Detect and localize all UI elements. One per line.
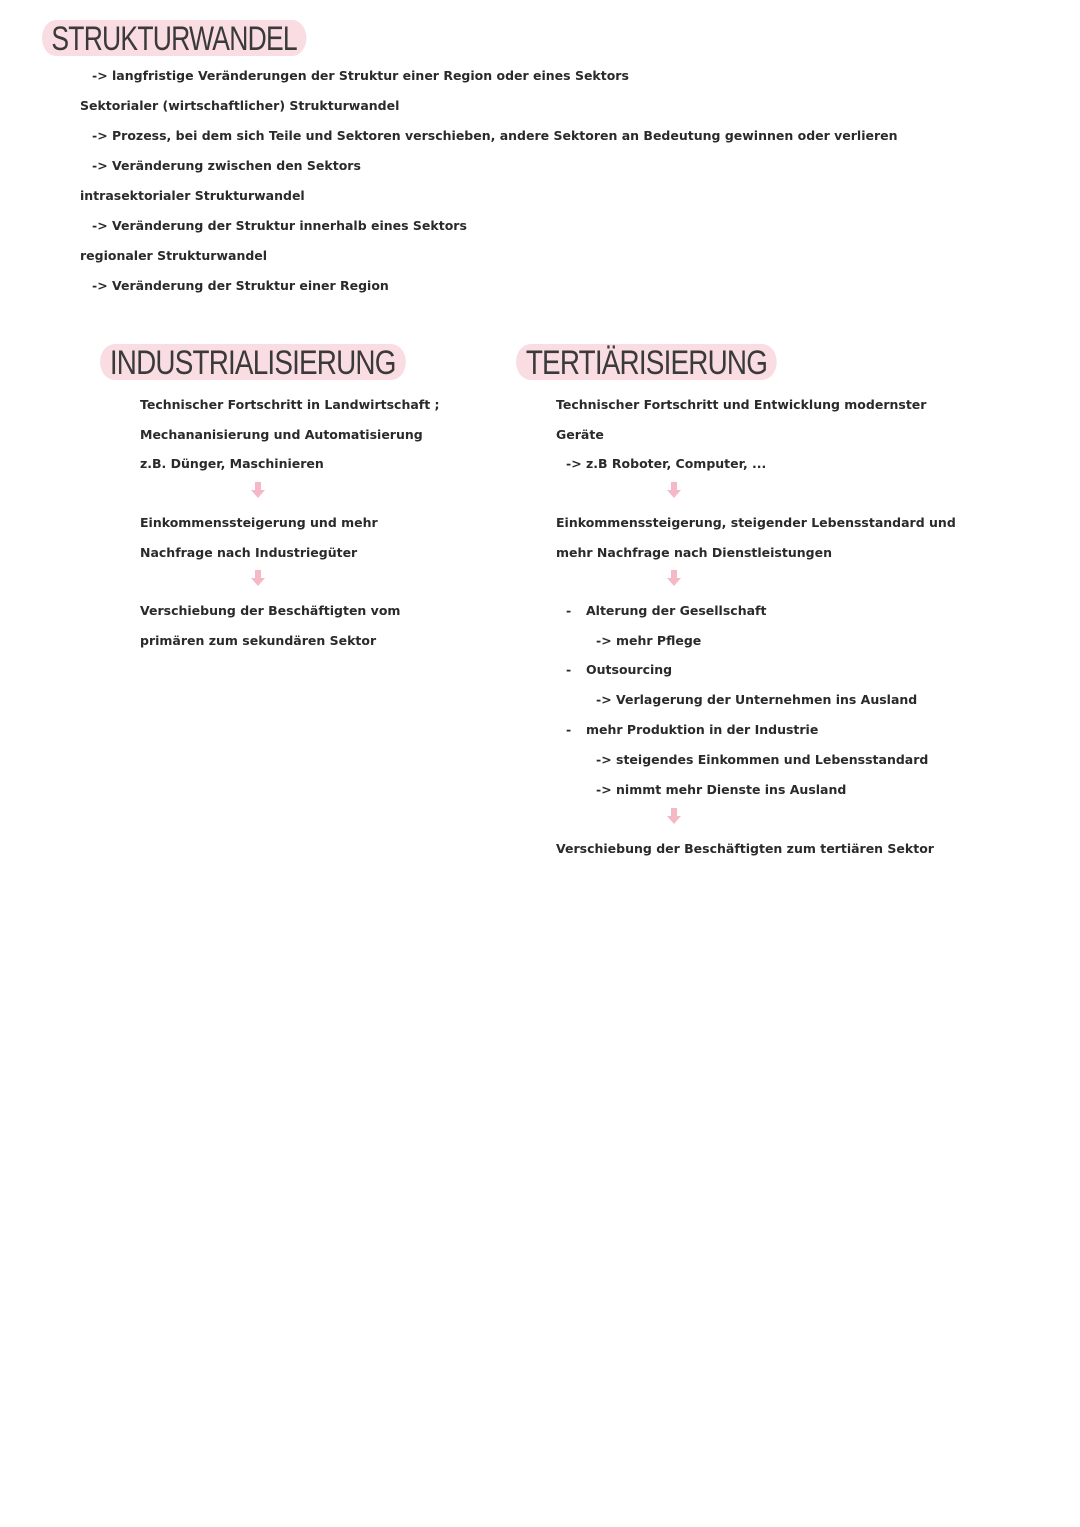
text-line: primären zum sekundären Sektor bbox=[140, 633, 377, 648]
intro-heading: Sektorialer (wirtschaftlicher) Strukturwandel bbox=[80, 98, 400, 113]
text-line: mehr Nachfrage nach Dienstleistungen bbox=[556, 545, 832, 560]
section-title-industrialisierung: INDUSTRIALISIERUNG bbox=[100, 344, 405, 380]
down-arrow-icon bbox=[667, 482, 681, 498]
list-item: Outsourcing bbox=[586, 662, 673, 677]
intro-line: -> langfristige Veränderungen der Struktur einer Region oder eines Sektors bbox=[92, 68, 629, 83]
page-title: STRUKTURWANDEL bbox=[42, 20, 306, 56]
intro-line: -> Veränderung der Struktur innerhalb eines Sektors bbox=[92, 218, 467, 233]
list-subitem: -> mehr Pflege bbox=[596, 633, 702, 648]
text-line: Nachfrage nach Industriegüter bbox=[140, 545, 358, 560]
text-line: Geräte bbox=[556, 427, 604, 442]
text-line: -> z.B Roboter, Computer, ... bbox=[566, 456, 767, 471]
text-line: Einkommenssteigerung und mehr bbox=[140, 515, 378, 530]
tertiaerisierung-title-wrap bbox=[516, 344, 834, 380]
intro-line: -> Prozess, bei dem sich Teile und Sektoren verschieben, andere Sektoren an Bedeutung gewinnen oder verlieren bbox=[92, 128, 898, 143]
text-line: Verschiebung der Beschäftigten vom bbox=[140, 603, 401, 618]
bullet-dash: - bbox=[566, 603, 572, 618]
bullet-dash: - bbox=[566, 722, 572, 737]
down-arrow-icon bbox=[667, 808, 681, 824]
list-item: mehr Produktion in der Industrie bbox=[586, 722, 819, 737]
bullet-dash: - bbox=[566, 662, 572, 677]
text-line: Technischer Fortschritt und Entwicklung modernster bbox=[556, 397, 927, 412]
text-line: Technischer Fortschritt in Landwirtschaft ; bbox=[140, 397, 440, 412]
list-subitem: -> steigendes Einkommen und Lebensstandard bbox=[596, 752, 929, 767]
main-title-wrap bbox=[42, 20, 381, 56]
text-line: Mechananisierung und Automatisierung bbox=[140, 427, 423, 442]
intro-line: -> Veränderung der Struktur einer Region bbox=[92, 278, 389, 293]
list-item: Alterung der Gesellschaft bbox=[586, 603, 767, 618]
list-subitem: -> nimmt mehr Dienste ins Ausland bbox=[596, 782, 847, 797]
text-line: Einkommenssteigerung, steigender Lebensstandard und bbox=[556, 515, 956, 530]
intro-heading: regionaler Strukturwandel bbox=[80, 248, 268, 263]
intro-heading: intrasektorialer Strukturwandel bbox=[80, 188, 305, 203]
section-title-tertiaerisierung: TERTIÄRISIERUNG bbox=[516, 344, 777, 380]
result-line: Verschiebung der Beschäftigten zum tertiären Sektor bbox=[556, 841, 934, 856]
intro-line: -> Veränderung zwischen den Sektors bbox=[92, 158, 361, 173]
text-line: z.B. Dünger, Maschinieren bbox=[140, 456, 324, 471]
list-subitem: -> Verlagerung der Unternehmen ins Ausland bbox=[596, 692, 918, 707]
down-arrow-icon bbox=[667, 570, 681, 586]
down-arrow-icon bbox=[251, 570, 265, 586]
down-arrow-icon bbox=[251, 482, 265, 498]
industrialisierung-title-wrap bbox=[100, 344, 473, 380]
